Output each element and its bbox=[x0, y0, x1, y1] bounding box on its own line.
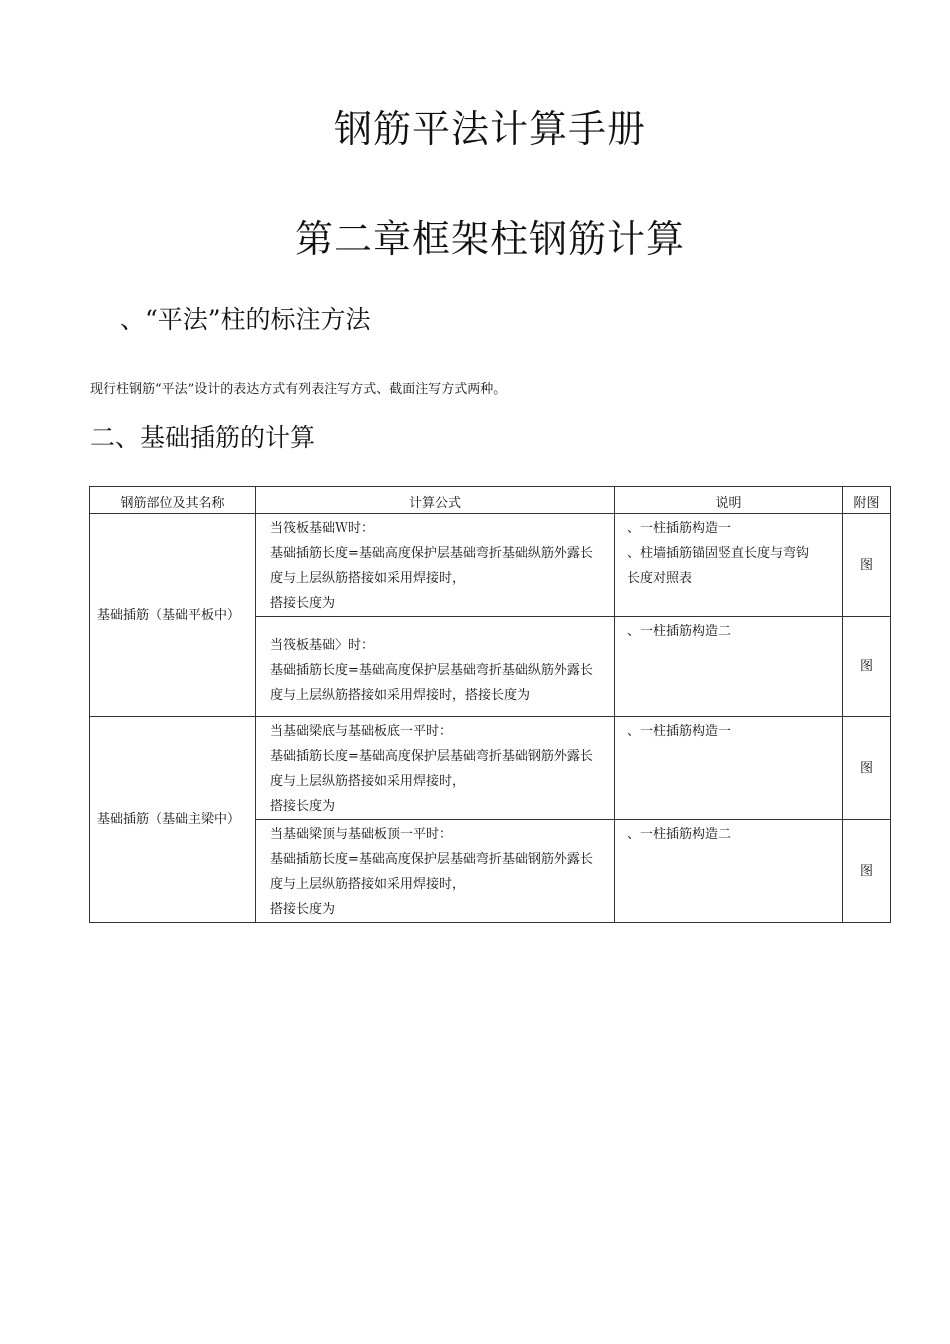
part-cell: 基础插筋（基础平板中） bbox=[90, 514, 256, 717]
figure-cell: 图 bbox=[843, 617, 891, 717]
formula-line: 搭接长度为 bbox=[270, 799, 336, 814]
formula-line: 度与上层纵筋搭接如采用焊接时， bbox=[270, 774, 466, 789]
header-figure: 附图 bbox=[843, 487, 891, 514]
formula-cell bbox=[256, 820, 615, 923]
table-header-row bbox=[90, 487, 891, 514]
formula-line: 基础插筋长度=基础高度保护层基础弯折基础钢筋外露长 bbox=[270, 852, 593, 867]
note-cell bbox=[615, 514, 843, 617]
formula-line: 当基础梁底与基础板底一平时： bbox=[270, 724, 453, 739]
header-formula: 计算公式 bbox=[256, 487, 615, 514]
spacer bbox=[270, 619, 608, 633]
figure-cell: 图 bbox=[843, 717, 891, 820]
note-cell bbox=[615, 820, 843, 923]
section-heading-1: 、“平法”柱的标注方法 bbox=[120, 305, 371, 334]
part-cell: 基础插筋（基础主梁中） bbox=[90, 717, 256, 923]
note-cell bbox=[615, 617, 843, 717]
figure-cell: 图 bbox=[843, 820, 891, 923]
formula-line: 当筏板基础Ｗ时： bbox=[270, 521, 375, 536]
header-note: 说明 bbox=[615, 487, 843, 514]
formula-line: 基础插筋长度=基础高度保护层基础弯折基础钢筋外露长 bbox=[270, 749, 593, 764]
formula-cell bbox=[256, 717, 615, 820]
formula-line: 基础插筋长度=基础高度保护层基础弯折基础纵筋外露长 bbox=[270, 663, 593, 678]
note-line: 、一柱插筋构造二 bbox=[627, 624, 732, 639]
formula-line: 基础插筋长度=基础高度保护层基础弯折基础纵筋外露长 bbox=[270, 546, 593, 561]
formula-line: 度与上层纵筋搭接如采用焊接时，搭接长度为 bbox=[270, 688, 531, 703]
intro-paragraph: 现行柱钢筋“平法”设计的表达方式有列表注写方式、截面注写方式两种。 bbox=[90, 382, 507, 397]
note-cell bbox=[615, 717, 843, 820]
formula-line: 当筏板基础〉时： bbox=[270, 638, 375, 653]
chapter-title: 第二章框架柱钢筋计算 bbox=[294, 217, 685, 261]
rebar-table bbox=[89, 486, 891, 923]
formula-line: 搭接长度为 bbox=[270, 596, 336, 611]
document-title: 钢筋平法计算手册 bbox=[333, 107, 646, 151]
formula-line: 度与上层纵筋搭接如采用焊接时， bbox=[270, 877, 466, 892]
table-row bbox=[90, 717, 891, 820]
formula-cell bbox=[256, 617, 615, 717]
formula-line: 搭接长度为 bbox=[270, 902, 336, 917]
table-row bbox=[90, 514, 891, 617]
formula-line: 当基础梁顶与基础板顶一平时： bbox=[270, 827, 453, 842]
note-line: 、一柱插筋构造一 bbox=[627, 521, 732, 536]
formula-line: 度与上层纵筋搭接如采用焊接时， bbox=[270, 571, 466, 586]
note-line: 、一柱插筋构造二 bbox=[627, 827, 732, 842]
note-line: 、柱墙插筋锚固竖直长度与弯钩 bbox=[627, 546, 810, 561]
figure-cell: 图 bbox=[843, 514, 891, 617]
header-part: 钢筋部位及其名称 bbox=[90, 487, 256, 514]
note-line: 、一柱插筋构造一 bbox=[627, 724, 732, 739]
section-heading-2: 二、基础插筋的计算 bbox=[90, 423, 316, 452]
formula-cell bbox=[256, 514, 615, 617]
note-line: 长度对照表 bbox=[627, 571, 693, 586]
